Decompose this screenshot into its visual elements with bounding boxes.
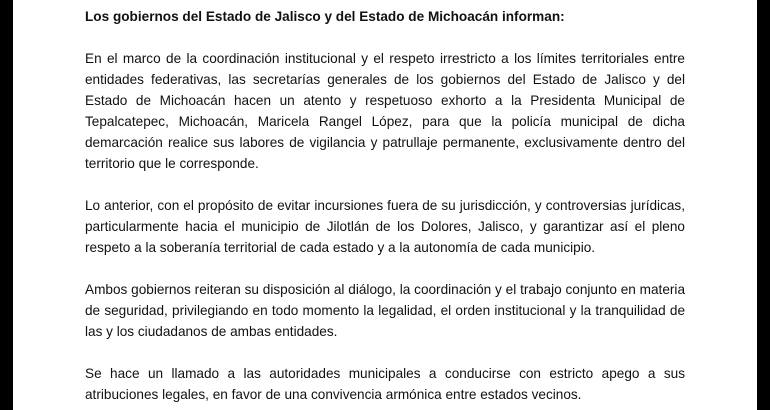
paragraph-purpose: Lo anterior, con el propósito de evitar incursiones fuera de su jurisdicción, y controversias jurídicas, particularmente hacia el municipio de Jilotlán de los Dolores, Jalisco, y garantizar así el pleno respeto a la soberanía territorial de cada estado y a la autonomía de cada municipio. [85,198,685,255]
document-page [13,0,757,410]
paragraph-coordination: En el marco de la coordinación institucional y el respeto irrestricto a los límites territoriales entre entidades federativas, las secretarías generales de los gobiernos del Estado de Jalisco y del Estado de Michoacán hacen un atento y respetuoso exhorto a la Presidenta Municipal de Tepalcatepec, Michoacán, Maricela Rangel López, para que la policía municipal de dicha demarcación realice sus labores de vigilancia y patrullaje permanente, exclusivamente dentro del territorio que le corresponde. [85,51,685,171]
document-body [85,6,685,405]
document-heading: Los gobiernos del Estado de Jalisco y del Estado de Michoacán informan: [85,9,565,24]
paragraph-call-to-authorities: Se hace un llamado a las autoridades municipales a conducirse con estricto apego a sus atribuciones legales, en favor de una convivencia armónica entre estados vecinos. [85,366,685,402]
paragraph-dialogue: Ambos gobiernos reiteran su disposición al diálogo, la coordinación y el trabajo conjunto en materia de seguridad, privilegiando en todo momento la legalidad, el orden institucional y la tranquilidad de las y los ciudadanos de ambas entidades. [85,282,685,339]
